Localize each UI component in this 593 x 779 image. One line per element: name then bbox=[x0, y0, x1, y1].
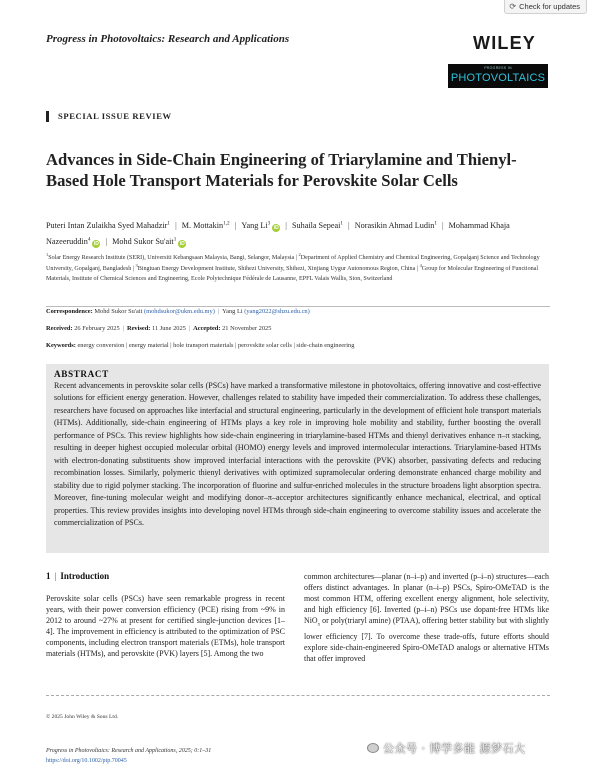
keyword: hole transport materials bbox=[173, 342, 234, 349]
accepted-label: Accepted: bbox=[193, 325, 221, 332]
author-list: Puteri Intan Zulaikha Syed Mahadzir$^1$ | M. Mottakin$^{1,2}$ | Yang Li$^3$iD | Suhaila Sepeai$^1$ | Norasikin Ahmad Ludin$^1$ | Mohammad Khaja Nazeeruddin$^4$iD | Mohd Sukor Su'ait$^1$iD bbox=[46, 220, 510, 247]
author-name[interactable]: Mohd Sukor Su'ait$^1$iD bbox=[112, 235, 185, 247]
check-for-updates-label: Check for updates bbox=[519, 2, 580, 11]
author-name[interactable]: Norasikin Ahmad Ludin$^1$ bbox=[354, 220, 437, 230]
keyword: energy conversion bbox=[77, 342, 125, 349]
copyright-notice: © 2025 John Wiley & Sons Ltd. bbox=[46, 714, 119, 720]
article-type: SPECIAL ISSUE REVIEW bbox=[46, 111, 172, 122]
correspondence-label: Correspondence: bbox=[46, 308, 93, 315]
orcid-icon[interactable]: iD bbox=[273, 225, 279, 231]
correspondence: Correspondence: Mohd Sukor Su'ait (mohdsukor@ukm.edu.my) | Yang Li (yang2022@shzu.edu.cn) bbox=[46, 308, 310, 315]
correspondence-name: Yang Li bbox=[222, 308, 243, 315]
revised-date: 11 June 2025 bbox=[152, 325, 186, 332]
keyword: side-chain engineering bbox=[296, 342, 355, 349]
watermark bbox=[367, 740, 526, 756]
watermark-text: 公众号 · 博学多能 源梦石大 bbox=[383, 742, 526, 755]
body-column-right bbox=[304, 571, 549, 664]
abstract-heading: ABSTRACT bbox=[54, 369, 109, 379]
correspondence-name: Mohd Sukor Su'ait bbox=[94, 308, 143, 315]
update-icon: ⟳ bbox=[509, 2, 517, 11]
keywords-label: Keywords: bbox=[46, 342, 76, 349]
journal-logo-text: PHOTOVOLTAICS bbox=[450, 72, 546, 84]
accepted-date: 21 November 2025 bbox=[222, 325, 272, 332]
journal-logo bbox=[448, 64, 548, 88]
affiliations: $^1$Solar Energy Research Institute (SERI), Universiti Kebangsaan Malaysia, Bangi, Selangor, Malaysia | $^2$Department of Applied Chemistry and Chemical Engineering, Gopalganj Science and Technology University, Gopalganj, Bangladesh | $^3$Bingtuan Energy Development Institute, Shihezi University, Shihezi, Xinjiang Uygur Autonomous Region, China | $^4$Group for Molecular Engineering of Functional Materials, Institute of Chemical Sciences and Engineering, Ecole Polytechnique Fédérale de Lausanne, EPFL Valais Wallis, Sion, Switzerland bbox=[46, 251, 540, 283]
received-date: 26 February 2025 bbox=[74, 325, 120, 332]
article-title: Advances in Side-Chain Engineering of Triarylamine and Thienyl-Based Hole Transport Materials for Perovskite Solar Cells bbox=[46, 150, 517, 190]
correspondence-email-link[interactable]: (yang2022@shzu.edu.cn) bbox=[244, 308, 310, 315]
doi-link[interactable]: https://doi.org/10.1002/pip.70045 bbox=[46, 758, 127, 764]
keyword: perovskite solar cells bbox=[237, 342, 292, 349]
publisher-logo: WILEY bbox=[473, 33, 536, 53]
intro-paragraph-continued: common architectures—planar (n–i–p) and inverted (p–i–n) structures—each offers distinct advantages. In planar (n–i–p) PSCs, Spiro-OMeTAD is the most common HTM, offering excellent energy alignment, hole selectivity, and high efficiency [6]. Inverted (p–i–n) PSCs use dopant-free HTMs like NiO$_x$ or poly(triaryl amine) (PTAA), offering better stability but with slightly lower efficiency [7]. To overcome these trade-offs, future efforts should explore side-chain-engineered Spiro-OMeTAD analogs or alternative HTMs that offer improved bbox=[304, 572, 549, 664]
wechat-icon bbox=[367, 743, 379, 753]
revised-label: Revised: bbox=[126, 325, 151, 332]
author-name[interactable]: Yang Li$^3$iD bbox=[241, 220, 279, 231]
section-heading: 1 | Introduction bbox=[46, 571, 110, 581]
orcid-icon[interactable]: iD bbox=[179, 240, 185, 247]
divider bbox=[46, 695, 550, 696]
keyword-list: energy conversion | energy material | hole transport materials | perovskite solar cells | side-chain engineering bbox=[77, 342, 355, 349]
intro-paragraph: Perovskite solar cells (PSCs) have seen remarkable progress in recent years, with their power conversion efficiency (PCE) rising from ~9% in 2012 to around ~27% at present for certified single-junction devices [1–4]. The improvement in efficiency is attributed to the optimization of PSC components, including electron transport materials (ETMs), hole transport materials (HTMs), and perovskite (PVK) layers [5]. Among the two bbox=[46, 594, 285, 659]
check-for-updates-button[interactable] bbox=[504, 0, 587, 14]
section-title: Introduction bbox=[60, 571, 110, 581]
abstract-box bbox=[46, 364, 549, 553]
author-name[interactable]: Puteri Intan Zulaikha Syed Mahadzir$^1$ bbox=[46, 220, 171, 230]
author-name[interactable]: M. Mottakin$^{1,2}$ bbox=[181, 220, 230, 230]
author-name[interactable]: Suhaila Sepeai$^1$ bbox=[291, 220, 343, 230]
affiliation: $^2$Department of Applied Chemistry and Chemical Engineering, Gopalganj Science and Technology University, Gopalganj, Bangladesh bbox=[46, 251, 540, 272]
article-dates: Received: 26 February 2025 | Revised: 11 June 2025 | Accepted: 21 November 2025 bbox=[46, 325, 272, 332]
affiliation: $^1$Solar Energy Research Institute (SERI), Universiti Kebangsaan Malaysia, Bangi, Selangor, Malaysia bbox=[46, 251, 295, 261]
section-number: 1 bbox=[46, 571, 51, 581]
abstract-text: Recent advancements in perovskite solar cells (PSCs) have marked a transformative milestone in photovoltaics, offering innovative and cost-effective solutions for efficient energy generation. However, challenges related to stability have impeded their commercialization. To address these challenges, researchers have focused on approaches like interfacial and structural engineering, particularly in the development of efficient hole transport materials (HTMs). Additionally, side-chain engineering of HTMs plays a key role in improving hole mobility and stability, further boosting the overall performance of PSCs. This review highlights how side-chain engineering in triarylamine-based HTMs and thienyl derivatives enhance π–π stacking, resulting in deeper highest occupied molecular orbital (HOMO) energy levels and improved intermolecular interactions. Triarylamine-based HTMs with electron-donating substituents show improved interfacial interactions with the perovskite (PVK) absorber, passivating defects and reducing recombination losses. Similarly, polymeric thienyl derivatives with optimized supramolecular ordering demonstrate enhanced charge mobility and stability due to rigid polymer stacking. The incorporation of fluorine and sulfur-enriched molecules in the structure broadens light absorption spectra. Moreover, fine-tuning molecular weight and modifying donor–π–acceptor architectures significantly enhance mechanical, electrical, and optical properties. This review provides insights into developing novel HTMs through side-chain engineering to overcome stability issues and accelerate the commercialization of PSCs. bbox=[54, 381, 541, 527]
received-label: Received: bbox=[46, 325, 73, 332]
body-column-left bbox=[46, 571, 285, 660]
correspondence-email-link[interactable]: (mohdsukor@ukm.edu.my) bbox=[144, 308, 215, 315]
citation-line: Progress in Photovoltaics: Research and Applications, 2025; 0:1–31 bbox=[46, 748, 212, 754]
keywords bbox=[46, 341, 556, 350]
author-name[interactable]: Mohammad Khaja Nazeeruddin$^4$iD bbox=[46, 221, 510, 247]
journal-logo-small-text: PROGRESS IN bbox=[484, 66, 512, 70]
journal-name: Progress in Photovoltaics: Research and Applications bbox=[46, 33, 290, 45]
orcid-icon[interactable]: iD bbox=[93, 240, 99, 247]
keyword: energy material bbox=[128, 342, 169, 349]
affiliation: $^3$Bingtuan Energy Development Institute, Shihezi University, Shihezi, Xinjiang Uygur Autonomous Region, China bbox=[135, 262, 416, 272]
affiliation: $^4$Group for Molecular Engineering of Functional Materials, Institute of Chemical Sciences and Engineering, Ecole Polytechnique Fédérale de Lausanne, EPFL Valais Wallis, Sion, Switzerland bbox=[46, 262, 539, 283]
